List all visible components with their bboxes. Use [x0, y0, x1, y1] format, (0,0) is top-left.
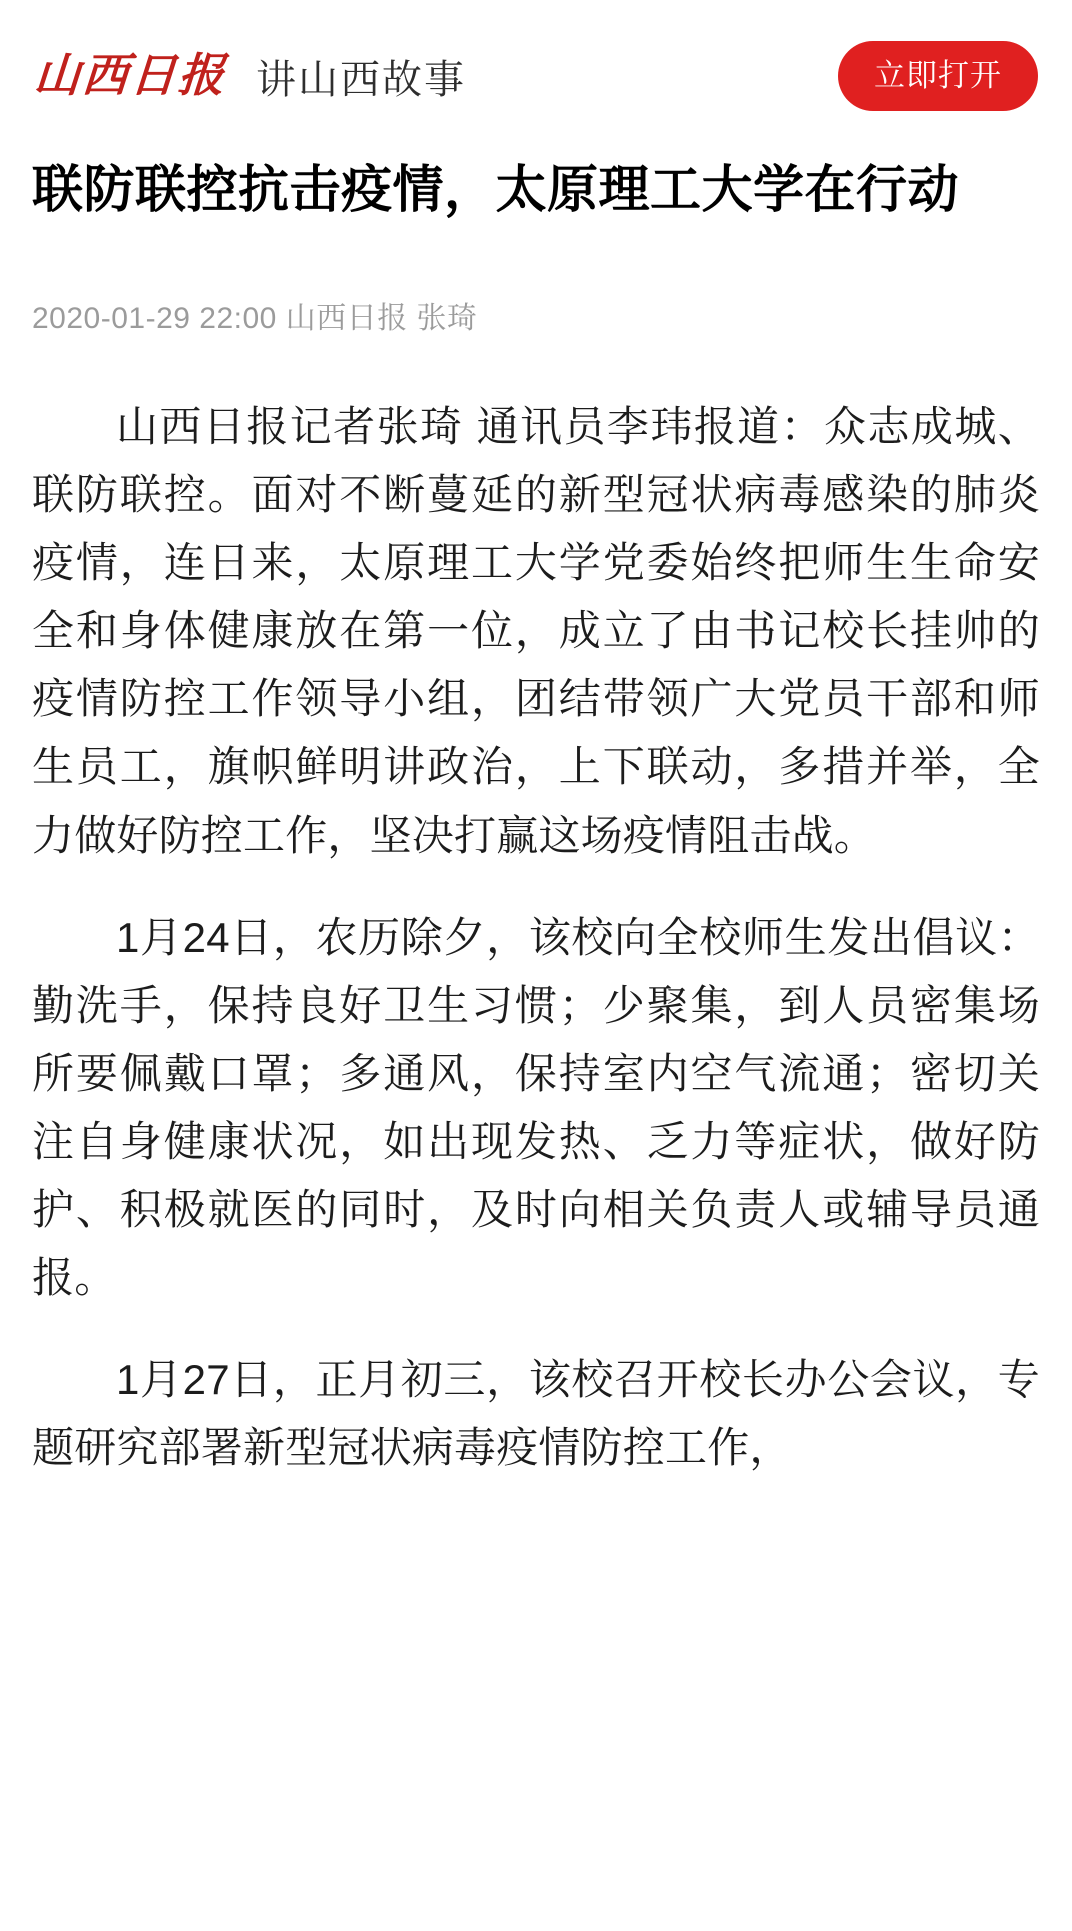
article-container [0, 156, 1072, 1482]
article-paragraph: 山西日报记者张琦 通讯员李玮报道：众志成城、联防联控。面对不断蔓延的新型冠状病毒感染的肺炎疫情，连日来，太原理工大学党委始终把师生生命安全和身体健康放在第一位，成立了由书记校长挂帅的疫情防控工作领导小组，团结带领广大党员干部和师生员工，旗帜鲜明讲政治，上下联动，多措并举，全力做好防控工作，坚决打赢这场疫情阻击战。 [32, 403, 1040, 859]
article-headline: 联防联控抗击疫情，太原理工大学在行动 [32, 161, 960, 218]
article-body [30, 393, 1042, 1481]
article-meta: 2020-01-29 22:00 山西日报 张琦 [32, 302, 478, 336]
open-app-button[interactable]: 立即打开 [838, 41, 1038, 111]
top-header-bar [0, 0, 1072, 152]
article-paragraph: 1月27日，正月初三，该校召开校长办公会议，专题研究部署新型冠状病毒疫情防控工作， [32, 1355, 1040, 1471]
brand-slogan: 讲山西故事 [256, 57, 466, 102]
brand-block [34, 48, 838, 105]
shanxi-daily-logo: 山西日报 [32, 50, 228, 101]
article-paragraph: 1月24日，农历除夕，该校向全校师生发出倡议：勤洗手，保持良好卫生习惯；少聚集，到人员密集场所要佩戴口罩；多通风，保持室内空气流通；密切关注自身健康状况，如出现发热、乏力等症状，做好防护、积极就医的同时，及时向相关负责人或辅导员通报。 [32, 913, 1040, 1301]
